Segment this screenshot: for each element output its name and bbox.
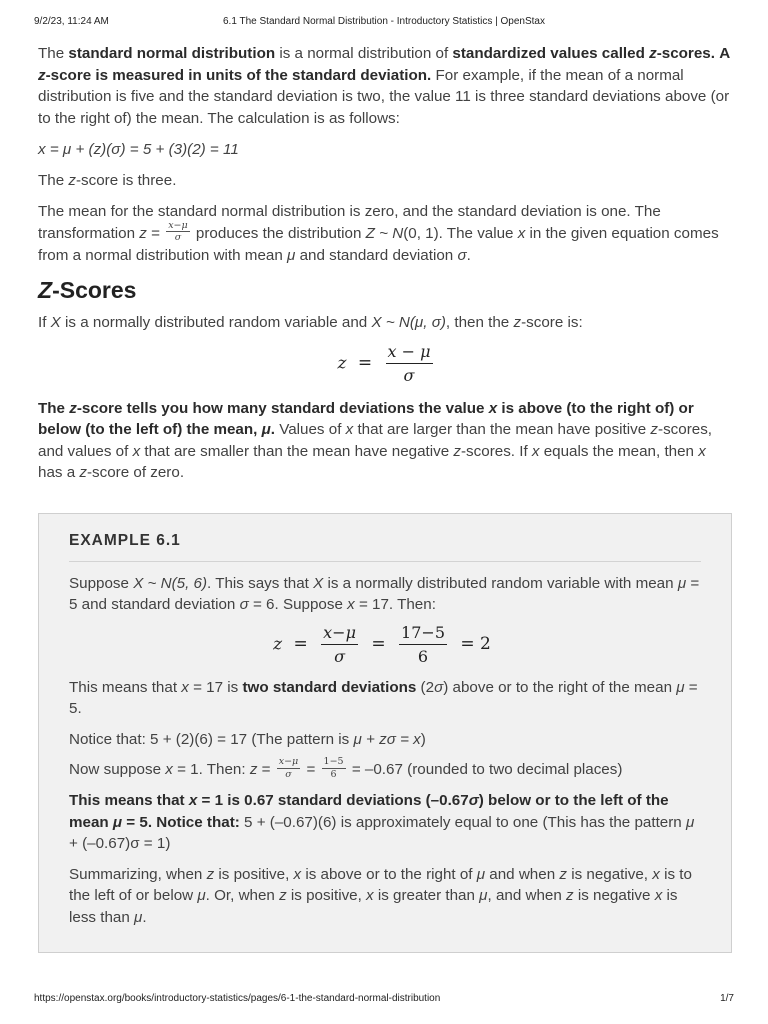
text: is greater than (373, 887, 480, 904)
var: σ (239, 596, 249, 613)
fraction-numerator: 17−5 (399, 625, 447, 645)
print-page-number: 1/7 (720, 993, 734, 1004)
var: μ (261, 421, 271, 438)
text: ) (420, 730, 426, 748)
text: The (38, 171, 69, 189)
text: is positive, (214, 865, 294, 883)
var: z (38, 66, 46, 84)
intro-paragraph (38, 43, 734, 129)
text: = 1. Then: (172, 761, 250, 779)
var: x (132, 442, 141, 460)
formula-fraction-2 (399, 622, 447, 666)
var: μ (134, 908, 143, 926)
var: μ (479, 887, 488, 904)
text: The (38, 399, 70, 417)
zscore-explanation (38, 398, 734, 484)
example-title: EXAMPLE 6.1 (69, 530, 701, 562)
text: is to the left of or below (69, 865, 692, 904)
text: is positive, (286, 887, 367, 904)
example-formula (69, 622, 701, 666)
text: = 17 is (188, 678, 243, 696)
text: -scores, and values of (38, 421, 713, 460)
print-header (34, 16, 734, 30)
text: The mean for the standard normal distribution is zero, and the standard deviation is one. The transformation (38, 203, 661, 242)
text: is a normally distributed random variable and (60, 314, 372, 331)
var: z (139, 224, 147, 242)
var: x (517, 224, 526, 242)
var: z (453, 442, 461, 460)
var: μ (476, 865, 486, 883)
text: , and when (487, 887, 567, 904)
fraction-denominator: 6 (330, 768, 337, 780)
var: z (249, 761, 258, 779)
text: . (466, 246, 471, 264)
var: σ (468, 792, 479, 809)
fraction-numerator: x − μ (386, 344, 433, 364)
var: z (649, 45, 657, 62)
example-setup (69, 573, 701, 616)
var: x (488, 399, 498, 417)
text: This means that (69, 678, 182, 696)
section-heading-zscores (38, 276, 734, 304)
text: -score is measured in units of the standard deviation. (45, 66, 432, 84)
text: -score is three. (75, 171, 177, 189)
inline-fraction-2 (322, 757, 346, 779)
fraction-numerator: x−μ (168, 219, 188, 231)
inline-fraction-1 (277, 757, 301, 779)
example-summary (69, 864, 701, 929)
text: is less than (69, 887, 678, 926)
fraction-denominator: σ (334, 646, 346, 666)
text: that are larger than the mean have positive (353, 421, 651, 438)
formula-result: = 2 (460, 634, 491, 654)
text: = (257, 761, 275, 779)
var: μ (685, 813, 695, 831)
text: For example, if the mean of a normal distribution is five and the standard deviation is two, the value 11 is three standard deviations above (or to the right of) the mean. The calculation is as follows: (38, 66, 730, 127)
transformation-paragraph (38, 201, 734, 266)
text: = 5. Notice that: (122, 813, 240, 831)
term-standard-normal: standard normal distribution (68, 45, 276, 62)
text: -score of zero. (86, 464, 185, 481)
formula-equals: = (293, 634, 308, 654)
formula-lhs: z (273, 634, 283, 654)
text: (2 (416, 678, 435, 696)
text: -score is: (521, 314, 583, 331)
var: X ~ N(5, 6) (133, 574, 208, 592)
text: -scores. (656, 45, 715, 62)
text: = (146, 224, 165, 242)
text: = 5 and standard deviation (69, 574, 700, 613)
text: and standard deviation (295, 246, 458, 264)
zscore-three (38, 170, 734, 192)
print-url: https://openstax.org/books/introductory-statistics/pages/6-1-the-standard-normal-distribution (34, 993, 441, 1004)
var: μ (197, 887, 206, 904)
heading-text: -Scores (52, 277, 137, 303)
text: If (38, 314, 51, 331)
var: z (559, 865, 567, 883)
var: z (566, 887, 574, 904)
example-meaning (69, 677, 701, 720)
calculation (38, 139, 734, 161)
fraction-denominator: 6 (417, 646, 429, 666)
fraction-numerator: 1−5 (323, 756, 344, 767)
formula-equals: = (357, 353, 373, 373)
article-content (38, 43, 734, 494)
calc-text: x = μ + (z)(σ) = 5 + (3)(2) = 11 (38, 141, 239, 158)
var: x (347, 596, 355, 613)
text: . Or, when (205, 887, 280, 904)
text: = 1 is 0.67 standard deviations (–0.67 (197, 792, 469, 809)
text: = –0.67 (rounded to two decimal places) (347, 761, 623, 779)
example-notice (69, 729, 701, 751)
var: x (654, 887, 663, 904)
text: , then the (445, 314, 514, 331)
text: is a normally distributed random variable with mean (323, 574, 678, 592)
fraction-denominator: σ (174, 232, 182, 243)
var: z (69, 399, 77, 417)
var: μ (677, 574, 687, 592)
text: Suppose (69, 574, 134, 592)
text: = 5. (69, 678, 698, 717)
text: equals the mean, then (539, 442, 699, 460)
fraction-denominator: σ (403, 365, 415, 385)
fraction-numerator: x−μ (321, 625, 358, 645)
example-box (38, 513, 732, 953)
var: μ (676, 678, 685, 696)
text: is above or to the right of (301, 865, 477, 883)
example-body (69, 573, 701, 929)
text: Values of (275, 421, 346, 438)
var: σ (434, 678, 444, 696)
var: x (531, 442, 540, 460)
formula-fraction-1 (321, 622, 358, 666)
var: z (279, 887, 287, 904)
fraction-denominator: σ (285, 768, 292, 780)
text: has a (38, 464, 80, 481)
text: and when (485, 865, 560, 883)
text: + (–0.67)σ = 1) (69, 835, 171, 852)
inline-fraction (166, 221, 190, 243)
var: x (293, 865, 302, 883)
var: x (188, 792, 198, 809)
formula-equals: = (371, 634, 386, 654)
text: Now suppose (69, 761, 166, 779)
text: ) below or to the left of the mean (69, 792, 669, 831)
text: . (142, 908, 147, 926)
bold-text: two standard deviations (242, 678, 417, 696)
var: μ + zσ = x (353, 730, 421, 748)
text: (0, 1). The value (403, 224, 518, 242)
text: -scores. If (461, 442, 532, 460)
text: = 6. Suppose (248, 596, 348, 613)
text: is above (to the right of) or below (to the left of) the mean, (38, 399, 694, 438)
text: is negative (573, 887, 655, 904)
var: x (652, 865, 660, 883)
text: Summarizing, when (69, 865, 207, 883)
text: produces the distribution (191, 224, 366, 242)
zscore-intro (38, 312, 734, 334)
text: in the given equation comes from a normal distribution with mean (38, 224, 719, 264)
var: σ (457, 246, 467, 264)
print-page-title: 6.1 The Standard Normal Distribution - Introductory Statistics | OpenStax (222, 16, 545, 27)
text: -score tells you how many standard deviations the value (76, 399, 489, 417)
formula-lhs: z (337, 353, 347, 373)
text: . This says that (207, 574, 314, 592)
var: z (68, 171, 76, 189)
text: Notice that: 5 + (2)(6) = 17 (The pattern is (69, 730, 354, 748)
var: X (313, 574, 324, 592)
var: z (79, 464, 87, 481)
var: x (181, 678, 189, 696)
text: This means that (69, 792, 189, 809)
term-zscores (452, 45, 715, 62)
var: X (50, 314, 61, 331)
var: z (206, 865, 215, 883)
var: x (698, 442, 706, 460)
text: The (38, 45, 69, 62)
example-now-suppose (69, 756, 701, 781)
heading-var: Z (38, 277, 53, 303)
var: x (165, 761, 173, 779)
example-below-mean (69, 790, 701, 855)
text: standardized values called (452, 45, 650, 62)
text: = 17. Then: (354, 596, 436, 613)
text: . (270, 421, 275, 438)
text: is a normal distribution of (275, 45, 453, 62)
text: is negative, (566, 865, 653, 883)
var: X ~ N(μ, σ) (371, 314, 446, 331)
text: 5 + (–0.67)(6) is approximately equal to one (This has the pattern (239, 813, 686, 831)
text: = (302, 761, 320, 779)
text: A (719, 45, 730, 62)
var: z (513, 314, 522, 331)
var: x (366, 887, 374, 904)
zscore-formula (38, 341, 734, 385)
var: μ (112, 813, 123, 831)
fraction-numerator: x−μ (278, 756, 299, 767)
example-inner (69, 514, 701, 937)
var: μ (287, 246, 296, 264)
formula-fraction (386, 341, 433, 385)
var: z (650, 421, 659, 438)
print-footer (34, 993, 734, 1007)
text: that are smaller than the mean have negative (140, 442, 454, 460)
text: ) above or to the right of the mean (443, 678, 677, 696)
print-datetime: 9/2/23, 11:24 AM (34, 16, 109, 27)
var: Z ~ N (365, 224, 404, 242)
var: x (345, 421, 354, 438)
